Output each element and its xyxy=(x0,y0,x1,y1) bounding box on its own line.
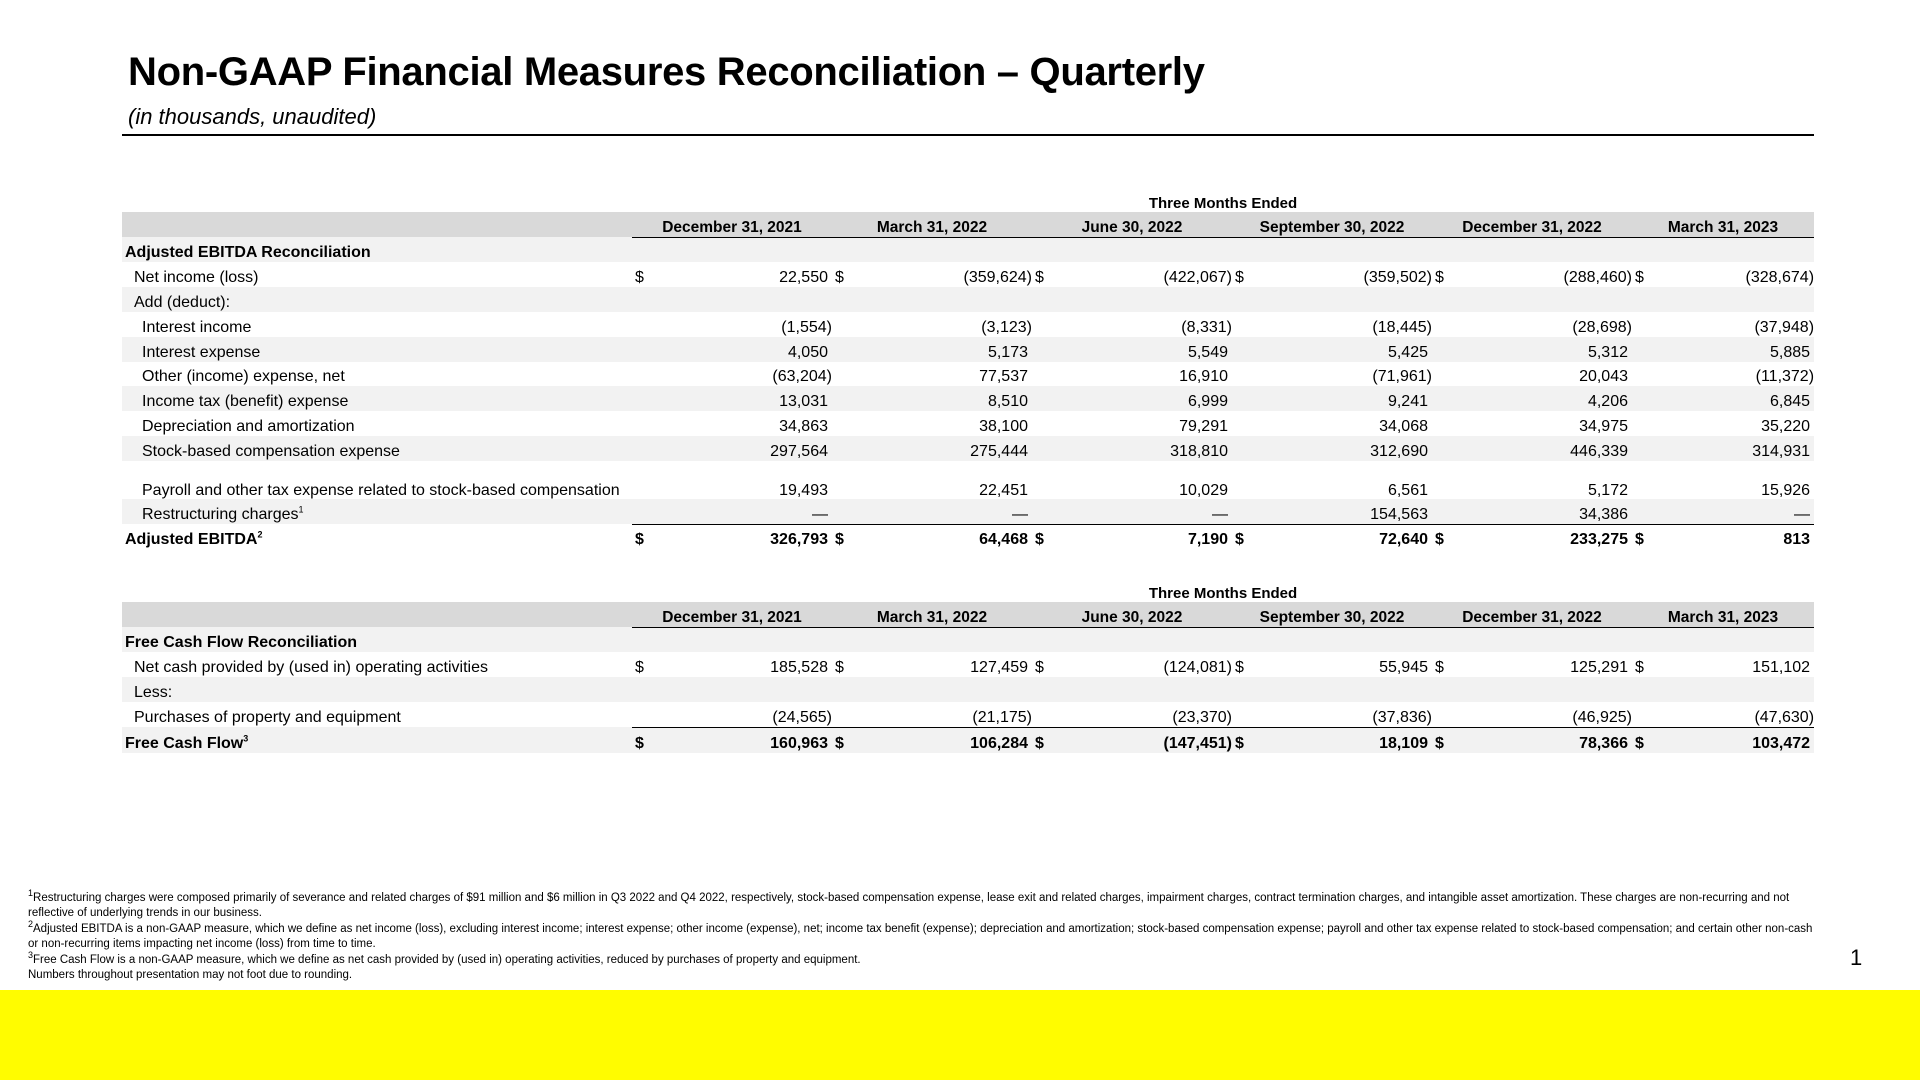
dollar-sign xyxy=(1432,499,1452,524)
row-label-text: Add (deduct): xyxy=(134,293,231,311)
value-cell: 20,043 xyxy=(1579,368,1628,386)
blank-cell xyxy=(852,677,1032,702)
value-cell: 34,386 xyxy=(1452,499,1632,524)
total-value-cell: 106,284 xyxy=(852,727,1032,752)
dollar-sign xyxy=(832,337,852,362)
total-label-text: Adjusted EBITDA xyxy=(125,531,258,549)
blank-cell xyxy=(852,287,1032,312)
dollar-sign: $ xyxy=(1235,531,1244,549)
dollar-sign xyxy=(1032,677,1052,702)
dollar-sign xyxy=(632,461,652,499)
value-cell: 125,291 xyxy=(1570,659,1628,677)
row-label-text: Other (income) expense, net xyxy=(142,368,345,386)
value-cell: (288,460) xyxy=(1563,269,1632,287)
title-divider xyxy=(122,134,1814,136)
footnote-3: $^3$Free Cash Flow is a non-GAAP measure, which we define as net cash provided by (used in) operating activities, reduced by purchases of property and equipment. xyxy=(28,949,861,966)
blank-cell xyxy=(1652,237,1814,262)
dollar-sign xyxy=(632,337,652,362)
footnote-rounding: Numbers throughout presentation may not foot due to rounding. xyxy=(28,969,353,982)
footnote-ref: 1 xyxy=(298,504,304,515)
value-cell: (28,698) xyxy=(1572,318,1632,336)
value-cell: (23,370) xyxy=(1052,702,1232,727)
row-label xyxy=(122,312,632,337)
dollar-sign: $ xyxy=(1032,727,1052,752)
row-label xyxy=(122,287,632,312)
dollar-sign xyxy=(1432,362,1452,387)
dollar-sign xyxy=(832,702,852,727)
period-header: December 31, 2021 xyxy=(632,602,832,627)
blank-cell xyxy=(1652,677,1814,702)
blank-cell xyxy=(652,627,832,652)
period-header: December 31, 2021 xyxy=(632,212,832,237)
blank-cell xyxy=(1252,287,1432,312)
value-cell: 154,563 xyxy=(1252,499,1432,524)
section-title-row xyxy=(122,627,1814,652)
total-value-cell: 72,640 xyxy=(1379,531,1428,549)
blank-cell xyxy=(1432,237,1452,262)
value-cell: 151,102 xyxy=(1752,659,1811,677)
dollar-sign xyxy=(1432,287,1452,312)
dollar-sign: $ xyxy=(1035,269,1044,287)
section-title: Free Cash Flow Reconciliation xyxy=(122,627,632,652)
value-cell: (328,674) xyxy=(1745,269,1815,287)
dollar-sign xyxy=(1432,436,1452,461)
row-label xyxy=(122,337,632,362)
blank-cell xyxy=(652,677,832,702)
value-cell: 5,425 xyxy=(1252,337,1432,362)
total-value-cell: 64,468 xyxy=(979,531,1028,549)
value-cell: 6,999 xyxy=(1052,386,1232,411)
blank-cell xyxy=(1432,627,1452,652)
dollar-sign: $ xyxy=(1632,727,1652,752)
table-row xyxy=(122,262,1814,287)
dollar-sign: $ xyxy=(1635,531,1644,549)
blank-cell xyxy=(1652,287,1814,312)
value-cell: — xyxy=(652,499,832,524)
row-label-text: Restructuring charges xyxy=(142,506,299,524)
total-value-cell: 18,109 xyxy=(1252,727,1432,752)
dollar-sign xyxy=(832,436,852,461)
dollar-sign xyxy=(1632,461,1652,499)
dollar-sign xyxy=(1632,411,1652,436)
value-cell: — xyxy=(852,499,1032,524)
blank-cell xyxy=(1232,237,1252,262)
value-cell: 312,690 xyxy=(1252,436,1432,461)
blank-cell xyxy=(1052,237,1232,262)
total-value-cell: 78,366 xyxy=(1452,727,1632,752)
blank-cell xyxy=(1052,627,1232,652)
table-row xyxy=(122,411,1814,436)
dollar-sign xyxy=(832,312,852,337)
dollar-sign xyxy=(632,287,652,312)
dollar-sign: $ xyxy=(1235,269,1244,287)
dollar-sign xyxy=(1032,436,1052,461)
blank-cell xyxy=(832,627,852,652)
table-row xyxy=(122,312,1814,337)
total-value-cell: 233,275 xyxy=(1570,531,1628,549)
dollar-sign xyxy=(1232,436,1252,461)
dollar-sign xyxy=(1432,312,1452,337)
value-cell: 127,459 xyxy=(970,659,1028,677)
dollar-sign xyxy=(1632,702,1652,727)
dollar-sign xyxy=(1032,499,1052,524)
row-label-text: Payroll and other tax expense related to stock-based compensation xyxy=(142,481,620,499)
value-cell: 34,068 xyxy=(1379,417,1428,435)
blank-cell xyxy=(652,237,832,262)
total-value-cell: 160,963 xyxy=(652,727,832,752)
blank-cell xyxy=(1052,287,1232,312)
period-header: September 30, 2022 xyxy=(1232,212,1432,237)
dollar-sign: $ xyxy=(1635,659,1644,677)
value-cell: 38,100 xyxy=(979,417,1028,435)
value-cell: 6,845 xyxy=(1652,386,1814,411)
blank-cell xyxy=(1052,677,1232,702)
dollar-sign xyxy=(832,499,852,524)
blank-cell xyxy=(1632,627,1652,652)
total-row xyxy=(122,524,1814,549)
dollar-sign xyxy=(1032,362,1052,387)
period-header: March 31, 2023 xyxy=(1632,212,1814,237)
row-label-text: Net cash provided by (used in) operating activities xyxy=(134,659,488,677)
value-cell: 275,444 xyxy=(852,436,1032,461)
blank-cell xyxy=(1032,237,1052,262)
dollar-sign xyxy=(632,436,652,461)
dollar-sign xyxy=(1632,312,1652,337)
value-cell: (71,961) xyxy=(1372,368,1432,386)
value-cell: (37,948) xyxy=(1754,318,1815,336)
dollar-sign xyxy=(632,362,652,387)
dollar-sign xyxy=(1032,386,1052,411)
value-cell: 4,050 xyxy=(652,337,832,362)
table-row xyxy=(122,362,1814,387)
section-title-row xyxy=(122,237,1814,262)
footnote-ref: 2 xyxy=(257,530,263,541)
dollar-sign xyxy=(632,702,652,727)
value-cell: (11,372) xyxy=(1755,368,1815,386)
row-label xyxy=(122,386,632,411)
table-row xyxy=(122,436,1814,461)
total-value-cell: 813 xyxy=(1783,531,1811,549)
value-cell: (47,630) xyxy=(1652,702,1814,727)
dollar-sign xyxy=(832,386,852,411)
value-cell: 16,910 xyxy=(1179,368,1228,386)
value-cell: 35,220 xyxy=(1761,417,1811,435)
value-cell: 13,031 xyxy=(652,386,832,411)
value-cell: 8,510 xyxy=(852,386,1032,411)
blank-cell xyxy=(832,237,852,262)
value-cell: — xyxy=(1652,499,1814,524)
header-blank-cell xyxy=(122,602,632,627)
row-label xyxy=(122,461,632,499)
dollar-sign: $ xyxy=(1035,531,1044,549)
blank-cell xyxy=(1452,237,1632,262)
dollar-sign xyxy=(1432,386,1452,411)
dollar-sign xyxy=(1432,337,1452,362)
value-cell: 22,451 xyxy=(979,481,1028,499)
row-label xyxy=(122,362,632,387)
dollar-sign: $ xyxy=(1035,659,1044,677)
dollar-sign xyxy=(632,386,652,411)
value-cell: (124,081) xyxy=(1163,659,1232,677)
blank-cell xyxy=(1252,627,1432,652)
period-header: December 31, 2022 xyxy=(1432,602,1632,627)
blank-cell xyxy=(632,237,652,262)
value-cell: 19,493 xyxy=(779,481,828,499)
value-cell: 34,975 xyxy=(1579,417,1628,435)
dollar-sign: $ xyxy=(635,269,644,287)
dollar-sign xyxy=(1432,677,1452,702)
value-cell: 34,863 xyxy=(779,417,828,435)
period-header: June 30, 2022 xyxy=(1032,212,1232,237)
table-row xyxy=(122,386,1814,411)
row-label xyxy=(122,677,632,702)
value-cell: (359,624) xyxy=(963,269,1032,287)
total-label xyxy=(122,524,632,549)
dollar-sign xyxy=(1232,702,1252,727)
dollar-sign xyxy=(1432,702,1452,727)
value-cell: 446,339 xyxy=(1452,436,1632,461)
period-header-row xyxy=(122,212,1814,237)
dollar-sign xyxy=(1432,461,1452,499)
dollar-sign xyxy=(632,677,652,702)
dollar-sign: $ xyxy=(835,269,844,287)
period-header: March 31, 2022 xyxy=(832,212,1032,237)
dollar-sign: $ xyxy=(635,659,644,677)
dollar-sign xyxy=(1032,702,1052,727)
dollar-sign xyxy=(1632,436,1652,461)
value-cell: — xyxy=(1052,499,1232,524)
dollar-sign xyxy=(1032,411,1052,436)
row-label-text: Income tax (benefit) expense xyxy=(142,393,349,411)
blank-cell xyxy=(1032,627,1052,652)
dollar-sign xyxy=(1032,287,1052,312)
free-cash-flow-table xyxy=(122,577,1814,753)
blank-cell xyxy=(1632,237,1652,262)
value-cell: 22,550 xyxy=(779,269,828,287)
value-cell: 5,549 xyxy=(1052,337,1232,362)
row-label-text: Stock-based compensation expense xyxy=(142,442,400,460)
value-cell: 318,810 xyxy=(1052,436,1232,461)
dollar-sign xyxy=(1632,499,1652,524)
table-row xyxy=(122,652,1814,677)
blank-cell xyxy=(122,577,632,602)
period-header: December 31, 2022 xyxy=(1432,212,1632,237)
value-cell: 55,945 xyxy=(1379,659,1428,677)
value-cell: (63,204) xyxy=(772,368,832,386)
dollar-sign xyxy=(1632,386,1652,411)
period-header: March 31, 2022 xyxy=(832,602,1032,627)
dollar-sign xyxy=(1632,362,1652,387)
dollar-sign xyxy=(1232,337,1252,362)
row-label-text: Net income (loss) xyxy=(134,269,259,287)
value-cell: 314,931 xyxy=(1652,436,1814,461)
total-value-cell: 103,472 xyxy=(1652,727,1814,752)
blank-cell xyxy=(652,287,832,312)
value-cell: (37,836) xyxy=(1252,702,1432,727)
row-label-text: Depreciation and amortization xyxy=(142,417,355,435)
blank-cell xyxy=(1252,677,1432,702)
dollar-sign: $ xyxy=(1635,269,1644,287)
page-number: 1 xyxy=(1850,945,1863,970)
value-cell: 5,885 xyxy=(1652,337,1814,362)
footnote-2: $^2$Adjusted EBITDA is a non-GAAP measure, which we define as net income (loss), excluding interest income; interest expense; other income (expense), net; income tax benefit (expense); depreciation and amortization; stock-based compensation expense; payroll and other tax expense related to stock-based compensation; and certain other non-cash or non-recurring items impacting net income (loss) from time to time. xyxy=(28,918,1813,951)
dollar-sign: $ xyxy=(1435,659,1444,677)
dollar-sign xyxy=(1232,362,1252,387)
blank-cell xyxy=(1232,627,1252,652)
dollar-sign xyxy=(1032,312,1052,337)
dollar-sign xyxy=(832,677,852,702)
table-row xyxy=(122,702,1814,727)
value-cell: (46,925) xyxy=(1452,702,1632,727)
value-cell: 10,029 xyxy=(1179,481,1228,499)
three-months-ended-label: Three Months Ended xyxy=(1148,584,1298,602)
three-months-ended-label: Three Months Ended xyxy=(1148,194,1298,212)
table-row xyxy=(122,499,1814,524)
dollar-sign xyxy=(1232,499,1252,524)
period-header-row xyxy=(122,602,1814,627)
dollar-sign xyxy=(832,362,852,387)
total-value-cell: 7,190 xyxy=(1187,531,1228,549)
row-label xyxy=(122,499,632,524)
value-cell: 6,561 xyxy=(1387,481,1428,499)
period-header: March 31, 2023 xyxy=(1632,602,1814,627)
table-row xyxy=(122,337,1814,362)
value-cell: (422,067) xyxy=(1163,269,1232,287)
dollar-sign: $ xyxy=(835,531,844,549)
blank-cell xyxy=(632,627,652,652)
value-cell: 185,528 xyxy=(770,659,828,677)
table-row xyxy=(122,677,1814,702)
dollar-sign xyxy=(632,499,652,524)
page-title: Non-GAAP Financial Measures Reconciliation – Quarterly xyxy=(128,50,1205,94)
dollar-sign: $ xyxy=(632,727,652,752)
value-cell: 4,206 xyxy=(1452,386,1632,411)
period-header: September 30, 2022 xyxy=(1232,602,1432,627)
dollar-sign xyxy=(632,312,652,337)
dollar-sign xyxy=(1232,386,1252,411)
adjusted-ebitda-table xyxy=(122,187,1814,549)
dollar-sign: $ xyxy=(1435,531,1444,549)
dollar-sign xyxy=(1632,287,1652,312)
dollar-sign: $ xyxy=(1432,727,1452,752)
header-blank-cell xyxy=(122,212,632,237)
row-label-text: Interest expense xyxy=(142,343,261,361)
dollar-sign: $ xyxy=(832,727,852,752)
three-months-ended-row xyxy=(122,187,1814,212)
table-row xyxy=(122,287,1814,312)
row-label xyxy=(122,652,632,677)
footnote-1: $^1$Restructuring charges were composed primarily of severance and related charges of $91 million and $6 million in Q3 2022 and Q4 2022, respectively, stock-based compensation expense, lease exit and related charges, impairment charges, contract termination charges, and intangible asset amortization. These charges are non-recurring and not reflective of underlying trends in our business. xyxy=(28,888,1790,920)
dollar-sign: $ xyxy=(1435,269,1444,287)
value-cell: (359,502) xyxy=(1363,269,1432,287)
dollar-sign xyxy=(1232,677,1252,702)
section-title: Adjusted EBITDA Reconciliation xyxy=(122,237,632,262)
value-cell: (1,554) xyxy=(781,318,832,336)
dollar-sign: $ xyxy=(635,531,644,549)
blank-cell xyxy=(1452,627,1632,652)
value-cell: (24,565) xyxy=(652,702,832,727)
value-cell: 5,312 xyxy=(1452,337,1632,362)
page-subtitle: (in thousands, unaudited) xyxy=(128,104,377,129)
row-label xyxy=(122,702,632,727)
total-value-cell: (147,451) xyxy=(1052,727,1232,752)
blank-cell xyxy=(122,187,632,212)
row-label xyxy=(122,411,632,436)
blank-cell xyxy=(852,627,1032,652)
dollar-sign xyxy=(1232,287,1252,312)
row-label-text: Interest income xyxy=(142,318,252,336)
footnotes xyxy=(28,888,1818,983)
value-cell: 5,172 xyxy=(1587,481,1628,499)
dollar-sign xyxy=(832,411,852,436)
dollar-sign xyxy=(1232,461,1252,499)
value-cell: 77,537 xyxy=(979,368,1028,386)
value-cell: 297,564 xyxy=(652,436,832,461)
dollar-sign xyxy=(832,461,852,499)
dollar-sign xyxy=(1232,411,1252,436)
dollar-sign xyxy=(1432,411,1452,436)
total-label xyxy=(122,727,632,752)
blank-cell xyxy=(1452,677,1632,702)
value-cell: 9,241 xyxy=(1252,386,1432,411)
dollar-sign xyxy=(832,287,852,312)
blank-cell xyxy=(1452,287,1632,312)
total-row xyxy=(122,727,1814,752)
value-cell: (8,331) xyxy=(1181,318,1232,336)
dollar-sign xyxy=(1232,312,1252,337)
dollar-sign xyxy=(1032,337,1052,362)
value-cell: 5,173 xyxy=(852,337,1032,362)
period-header: June 30, 2022 xyxy=(1032,602,1232,627)
value-cell: 79,291 xyxy=(1179,417,1228,435)
row-label xyxy=(122,436,632,461)
three-months-ended-row xyxy=(122,577,1814,602)
row-label-text: Less: xyxy=(134,683,173,701)
dollar-sign xyxy=(1632,677,1652,702)
table-row xyxy=(122,461,1814,499)
blank-cell xyxy=(1652,627,1814,652)
total-label-text: Free Cash Flow xyxy=(125,734,244,752)
dollar-sign xyxy=(1632,337,1652,362)
value-cell: 15,926 xyxy=(1761,481,1811,499)
value-cell: (18,445) xyxy=(1372,318,1432,336)
brand-color-band xyxy=(0,990,1920,1080)
total-value-cell: 326,793 xyxy=(770,531,828,549)
footnote-ref: 3 xyxy=(243,733,249,744)
row-label xyxy=(122,262,632,287)
value-cell: (21,175) xyxy=(852,702,1032,727)
dollar-sign: $ xyxy=(1235,659,1244,677)
dollar-sign xyxy=(632,411,652,436)
dollar-sign: $ xyxy=(1232,727,1252,752)
blank-cell xyxy=(852,237,1032,262)
dollar-sign xyxy=(1032,461,1052,499)
row-label-text: Purchases of property and equipment xyxy=(134,709,401,727)
dollar-sign: $ xyxy=(835,659,844,677)
value-cell: (3,123) xyxy=(981,318,1032,336)
blank-cell xyxy=(1252,237,1432,262)
